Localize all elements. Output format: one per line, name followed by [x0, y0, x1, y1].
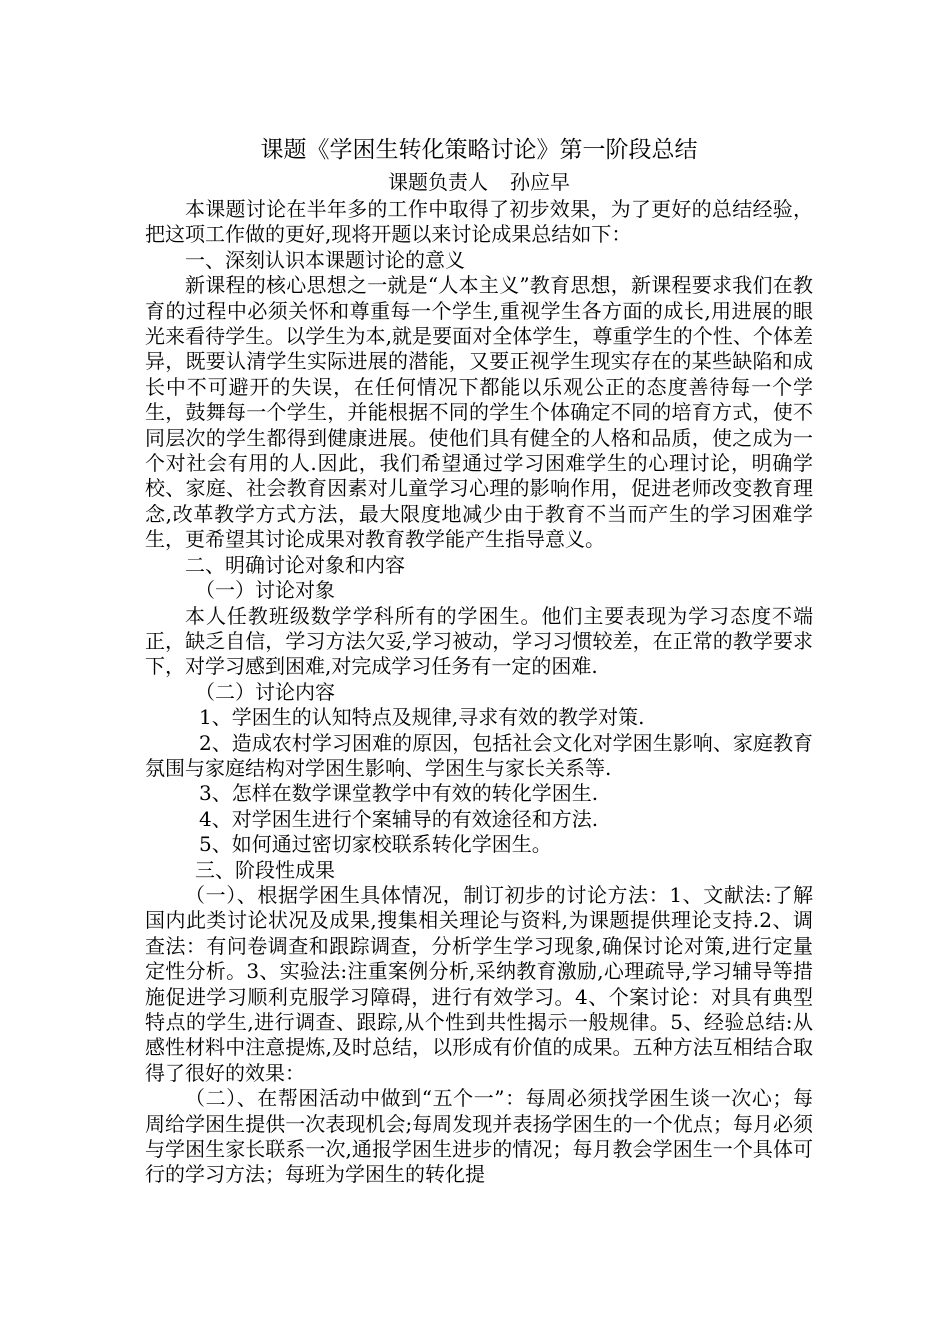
- section-3-part-2-paragraph: （二）、在帮困活动中做到“五个一”：每周必须找学困生谈一次心；每周给学困生提供一次表现机会;每周发现并表扬学困生的一个优点；每月必须与学困生家长联系一次,通报学困生进步的情况；每月教会学困生一个具体可行的学习方法；每班为学困生的转化提: [145, 1086, 813, 1187]
- list-item: 2、造成农村学习困难的原因，包括社会文化对学困生影响、家庭教育氛围与家庭结构对学困生影响、学困生与家长关系等.: [145, 730, 813, 780]
- author-name: 孙应早: [510, 170, 570, 194]
- document-title: 课题《学困生转化策略讨论》第一阶段总结: [260, 137, 698, 163]
- section-1-heading: 一、深刻认识本课题讨论的意义: [185, 247, 465, 272]
- subsection-research-object-heading: （一）讨论对象: [195, 578, 335, 603]
- document-body: [145, 132, 813, 1188]
- list-item: 1、学困生的认知特点及规律,寻求有效的教学对策.: [199, 705, 645, 730]
- section-3-part-1-paragraph: （一）、根据学困生具体情况，制订初步的讨论方法：1、文献法:了解国内此类讨论状况及成果,搜集相关理论与资料,为课题提供理论支持.2、调查法：有问卷调查和跟踪调查，分析学生学习现象,确保讨论对策,进行定量定性分析。3、实验法:注重案例分析,采纳教育激励,心理疏导,学习辅导等措施促进学习顺利克服学习障碍，进行有效学习。4、个案讨论：对具有典型特点的学生,进行调查、跟踪,从个性到共性揭示一般规律。5、经验总结:从感性材料中注意提炼,及时总结，以形成有价值的成果。五种方法互相结合取得了很好的效果：: [145, 882, 813, 1085]
- list-item: 3、怎样在数学课堂教学中有效的转化学困生.: [199, 781, 599, 806]
- list-item: 5、如何通过密切家校联系转化学困生。: [199, 832, 552, 857]
- intro-paragraph: 本课题讨论在半年多的工作中取得了初步效果，为了更好的总结经验，把这项工作做的更好,现将开题以来讨论成果总结如下：: [145, 197, 813, 247]
- section-1-paragraph: 新课程的核心思想之一就是“人本主义”教育思想，新课程要求我们在教育的过程中必须关怀和尊重每一个学生,重视学生各方面的成长,用进展的眼光来看待学生。以学生为本,就是要面对全体学生，尊重学生的个性、个体差异，既要认清学生实际进展的潜能，又要正视学生现实存在的某些缺陷和成长中不可避开的失误，在任何情况下都能以乐观公正的态度善待每一个学生，鼓舞每一个学生，并能根据不同的学生个体确定不同的培育方式，使不同层次的学生都得到健康进展。使他们具有健全的人格和品质，使之成为一个对社会有用的人.因此，我们希望通过学习困难学生的心理讨论，明确学校、家庭、社会教育因素对儿童学习心理的影响作用，促进老师改变教育理念,改革教学方式方法，最大限度地减少由于教育不当而产生的学习困难学生，更希望其讨论成果对教育教学能产生指导意义。: [145, 273, 813, 552]
- subsection-research-object-paragraph: 本人任教班级数学学科所有的学困生。他们主要表现为学习态度不端正，缺乏自信，学习方法欠妥,学习被动，学习习惯较差，在正常的教学要求下，对学习感到困难,对完成学习任务有一定的困难.: [145, 603, 813, 679]
- list-item: 4、对学困生进行个案辅导的有效途径和方法.: [199, 806, 599, 831]
- author-label: 课题负责人: [388, 170, 488, 194]
- author-line: [145, 170, 813, 195]
- section-2-heading: 二、明确讨论对象和内容: [185, 552, 405, 577]
- subsection-research-content-heading: （二）讨论内容: [195, 679, 335, 704]
- section-3-heading: 三、阶段性成果: [195, 857, 335, 882]
